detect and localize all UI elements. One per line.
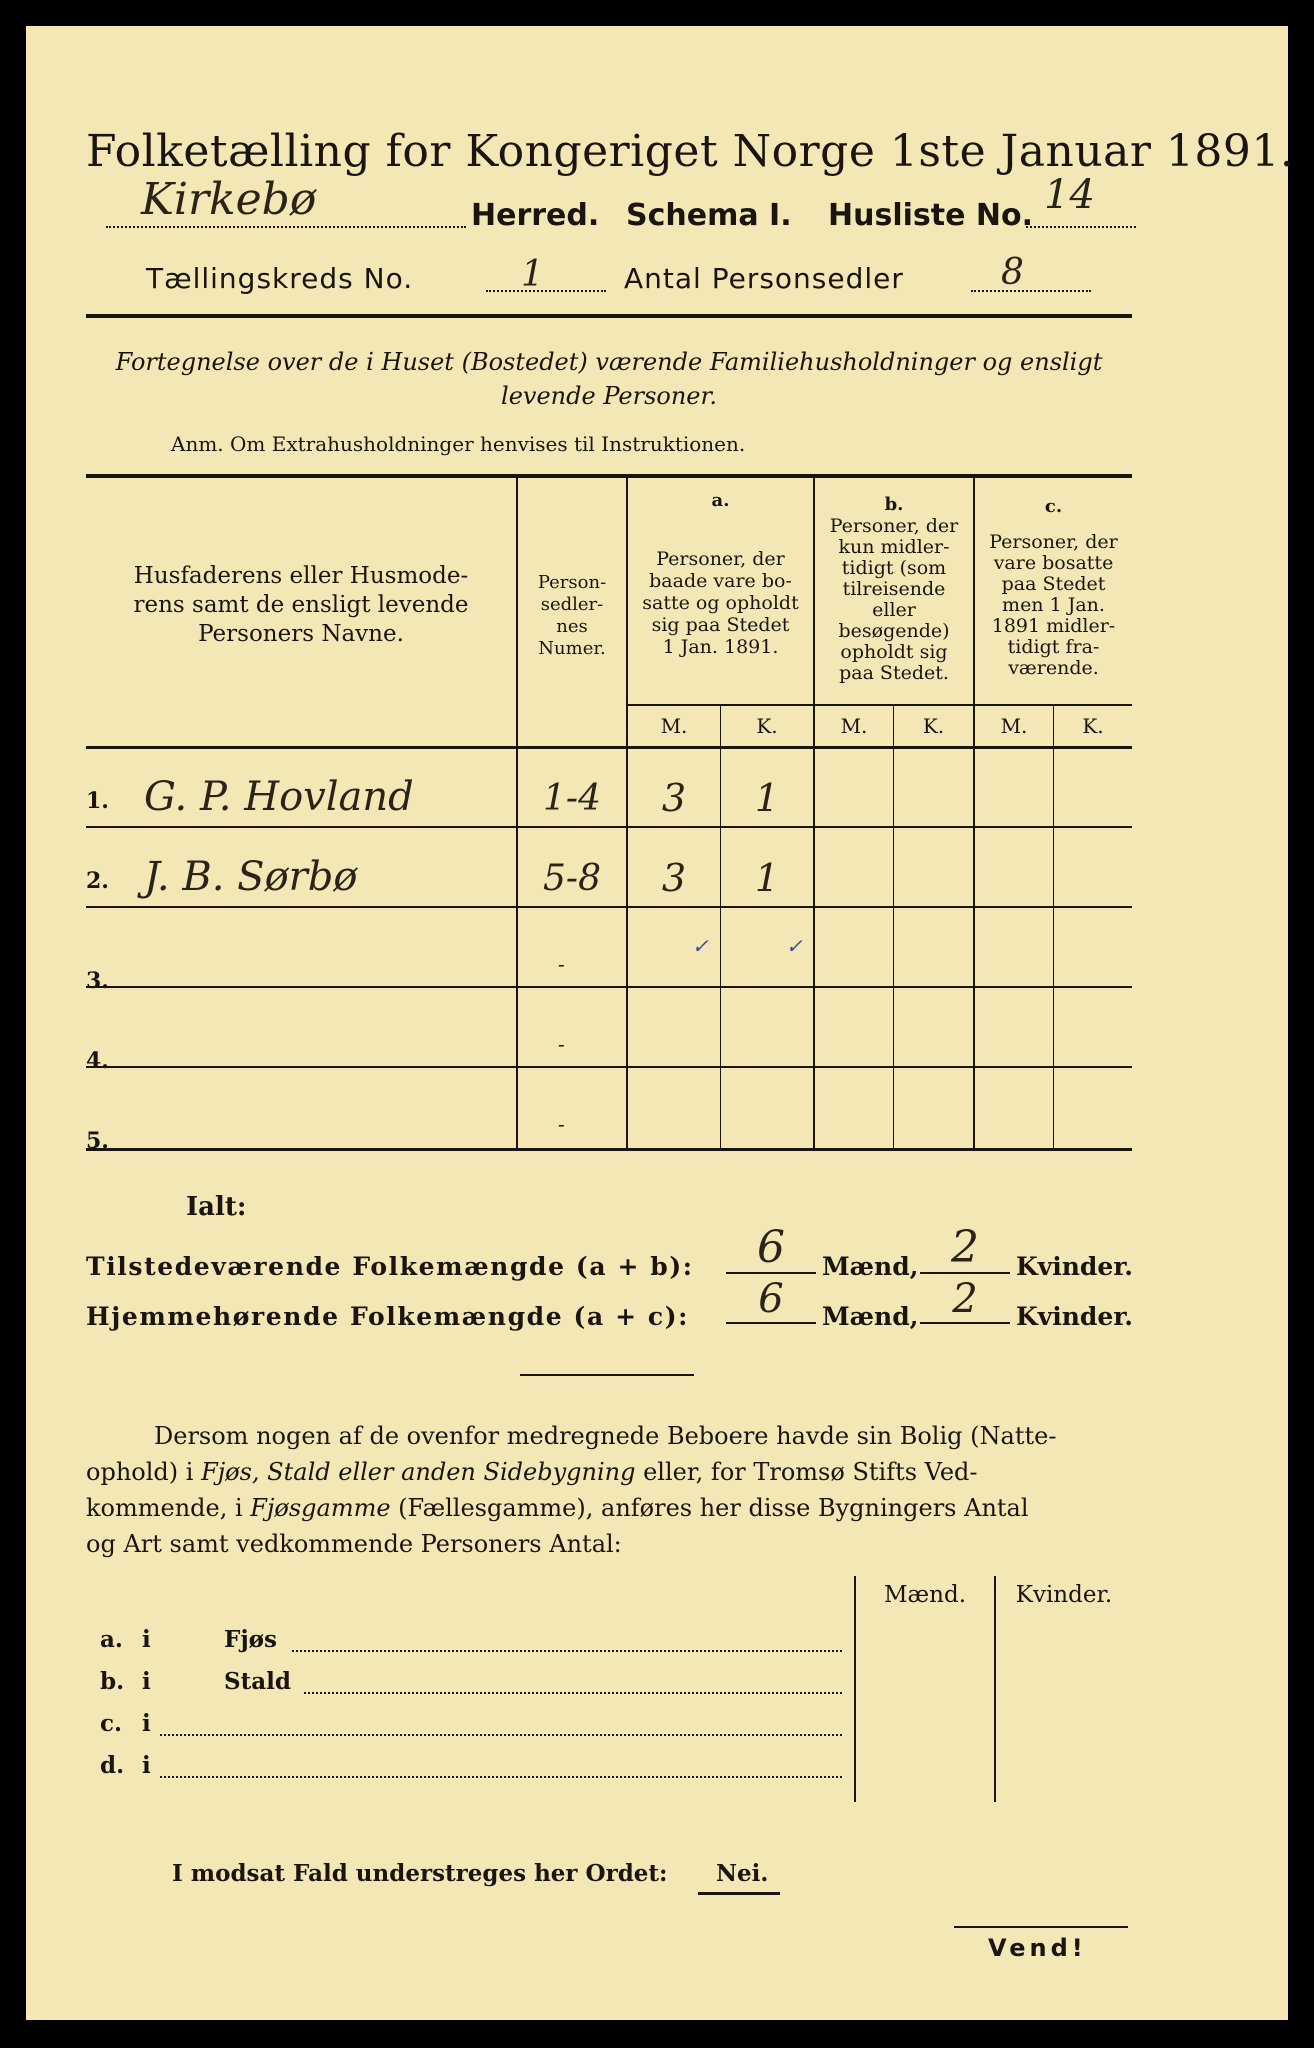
building-b-label: Stald [224, 1668, 291, 1695]
row-4-number: 4. [86, 1048, 109, 1074]
note-line-3c: (Fællesgamme), anføres her disse Bygningers Antal [390, 1494, 1029, 1522]
row-3-dot: - [558, 952, 565, 976]
row-2-num: 5-8 [543, 858, 601, 899]
husliste-label: Husliste No. [828, 198, 1033, 233]
building-d-letter: d. [100, 1752, 125, 1779]
section-divider [520, 1374, 694, 1376]
col-b-header [815, 516, 973, 684]
row-1-num: 1-4 [543, 778, 601, 819]
check-mark-icon: ✓ [786, 934, 803, 958]
herred-value: Kirkebø [141, 174, 317, 225]
building-col-divider-1 [854, 1576, 856, 1802]
note-line-2a: ophold) i [86, 1458, 202, 1486]
col-num-header-l1: Person- [537, 572, 607, 593]
row-5-number: 5. [86, 1128, 109, 1154]
row-1-number: 1. [86, 788, 109, 814]
col-b-header-l2: kun midler- [838, 536, 950, 558]
antal-value: 8 [1001, 252, 1024, 293]
building-col-maend: Mænd. [883, 1582, 967, 1608]
col-b-header-l1: Personer, der [829, 515, 959, 537]
building-a-letter: a. [100, 1626, 123, 1653]
note-line-3 [86, 1494, 1029, 1522]
building-c-letter: c. [100, 1710, 123, 1737]
col-b-header-l8: paa Stedet. [839, 662, 949, 684]
row-2-a-k: 1 [754, 856, 780, 900]
col-b-header-l4: tilreisende [842, 578, 946, 600]
table-top-rule [86, 474, 1132, 478]
col-c-header-l1: Personer, der [989, 531, 1118, 553]
col-a-header-l3: satte og opholdt [642, 592, 799, 614]
col-divider-c-mk [1053, 706, 1054, 1148]
col-num-header-l4: Numer. [538, 638, 606, 659]
modsat-text: I modsat Fald understreges her Ordet: [172, 1860, 668, 1887]
header-rule [86, 314, 1132, 318]
col-a-header-l4: sig paa Stedet [651, 614, 790, 636]
tilstede-maend-label: Mænd, [822, 1252, 919, 1281]
building-a-i: i [142, 1626, 151, 1653]
building-c-i: i [142, 1710, 151, 1737]
hjemme-maend-label: Mænd, [822, 1302, 919, 1331]
col-b-header-l7: opholdt sig [840, 641, 948, 663]
col-num-header [518, 572, 626, 660]
col-a-header [628, 548, 813, 658]
row-line-3 [86, 986, 1132, 988]
herred-dots [106, 226, 466, 228]
row-line-2 [86, 906, 1132, 908]
col-c-header-l6: tidigt fra- [1007, 636, 1100, 658]
building-d-dots [160, 1776, 842, 1778]
husliste-dots [1026, 226, 1136, 228]
row-1-name: G. P. Hovland [144, 774, 414, 820]
vend-rule [954, 1926, 1128, 1928]
form-title: Folketælling for Kongeriget Norge 1ste Januar 1891. [86, 126, 1295, 177]
col-c-letter: c. [1044, 496, 1063, 517]
col-a-header-l5: 1 Jan. 1891. [662, 636, 779, 658]
vend-text: Vend! [988, 1934, 1087, 1962]
building-d-i: i [142, 1752, 151, 1779]
col-name-header [86, 562, 516, 649]
col-name-header-l3: Personers Navne. [198, 621, 404, 647]
col-a-letter: a. [711, 490, 730, 511]
note-line-2c: eller, for Tromsø Stifts Ved- [635, 1458, 978, 1486]
col-c-header-l7: værende. [1008, 657, 1099, 679]
hjemme-kvinder-label: Kvinder. [1016, 1302, 1133, 1331]
tilstede-label: Tilstedeværende Folkemængde (a + b): [86, 1252, 694, 1281]
building-b-dots [304, 1692, 842, 1694]
building-a-label: Fjøs [224, 1626, 277, 1653]
husliste-value: 14 [1044, 172, 1095, 218]
kreds-dots [486, 290, 606, 292]
row-2-name: J. B. Sørbø [144, 854, 358, 900]
col-divider-b-mk [893, 706, 894, 1148]
hjemme-men-line [726, 1322, 816, 1324]
col-name-header-l2: rens samt de ensligt levende [133, 592, 469, 618]
hjemme-label: Hjemmehørende Folkemængde (a + c): [86, 1302, 689, 1331]
mk-c-k: K. [1082, 714, 1104, 738]
col-c-header-l3: paa Stedet [1001, 573, 1106, 595]
note-line-2 [86, 1458, 978, 1486]
note-line-3a: kommende, i [86, 1494, 251, 1522]
kreds-label: Tællingskreds No. [146, 262, 414, 295]
tilstede-kvinder-label: Kvinder. [1016, 1252, 1133, 1281]
building-b-letter: b. [100, 1668, 125, 1695]
table-header-rule [86, 746, 1132, 749]
col-c-header-l2: vare bosatte [993, 552, 1114, 574]
row-line-1 [86, 826, 1132, 828]
building-b-i: i [142, 1668, 151, 1695]
hjemme-women-line [920, 1322, 1010, 1324]
col-name-header-l1: Husfaderens eller Husmode- [133, 563, 469, 589]
mk-b-k: K. [922, 714, 945, 738]
row-2-a-m: 3 [661, 856, 687, 900]
hjemme-men: 6 [758, 1276, 784, 1322]
intro-line-1: Fortegnelse over de i Huset (Bostedet) værende Familiehusholdninger og ensligt [115, 348, 1103, 376]
table-bottom-rule [86, 1148, 1132, 1151]
building-col-divider-2 [994, 1576, 996, 1802]
col-a-header-l1: Personer, der [656, 548, 785, 570]
mk-b-m: M. [840, 714, 868, 738]
row-3-number: 3. [86, 968, 109, 994]
note-line-4: og Art samt vedkommende Personers Antal: [86, 1530, 622, 1558]
col-c-header-l5: 1891 midler- [991, 615, 1116, 637]
row-4-dot: - [558, 1032, 565, 1056]
antal-label: Antal Personsedler [624, 262, 904, 295]
building-col-kvinder: Kvinder. [1015, 1582, 1113, 1608]
herred-label: Herred. [471, 198, 600, 233]
col-num-header-l2: sedler- [540, 594, 604, 615]
check-mark-icon: ✓ [692, 934, 709, 958]
nei-underline [698, 1892, 780, 1895]
tilstede-women: 2 [951, 1222, 979, 1273]
census-form-page [26, 26, 1295, 2020]
note-line-2b: Fjøs, Stald eller anden Sidebygning [201, 1458, 636, 1486]
col-divider-a-mk [720, 706, 721, 1148]
row-1-a-m: 3 [661, 776, 687, 820]
mk-a-k: K. [756, 714, 778, 738]
antal-dots [971, 290, 1091, 292]
tilstede-men: 6 [757, 1222, 785, 1273]
col-num-header-l3: nes [556, 616, 588, 637]
note-line-3b: Fjøsgamme [250, 1494, 391, 1522]
anm-note: Anm. Om Extrahusholdninger henvises til Instruktionen. [171, 432, 746, 456]
kreds-value: 1 [521, 254, 544, 295]
col-c-header [975, 532, 1132, 679]
ialt-label: Ialt: [186, 1192, 247, 1222]
row-1-a-k: 1 [754, 776, 780, 820]
hjemme-women: 2 [952, 1276, 978, 1322]
building-a-dots [292, 1650, 842, 1652]
col-c-header-l4: men 1 Jan. [1002, 594, 1105, 616]
note-line-1: Dersom nogen af de ovenfor medregnede Beboere havde sin Bolig (Natte- [154, 1422, 1057, 1450]
col-b-letter: b. [884, 494, 904, 515]
col-b-header-l5: eller [872, 599, 916, 621]
schema-label: Schema I. [626, 198, 792, 233]
mk-c-m: M. [1000, 714, 1028, 738]
row-line-4 [86, 1066, 1132, 1068]
nei-word: Nei. [716, 1860, 769, 1887]
intro-line-2: levende Personer. [501, 382, 717, 410]
building-c-dots [160, 1734, 842, 1736]
col-b-header-l6: besøgende) [838, 620, 950, 642]
row-5-dot: - [558, 1112, 565, 1136]
col-a-header-l2: baade vare bo- [649, 570, 792, 592]
mk-header-rule [626, 704, 1132, 706]
col-b-header-l3: tidigt (som [841, 557, 947, 579]
row-2-number: 2. [86, 868, 109, 894]
mk-a-m: M. [660, 714, 688, 738]
